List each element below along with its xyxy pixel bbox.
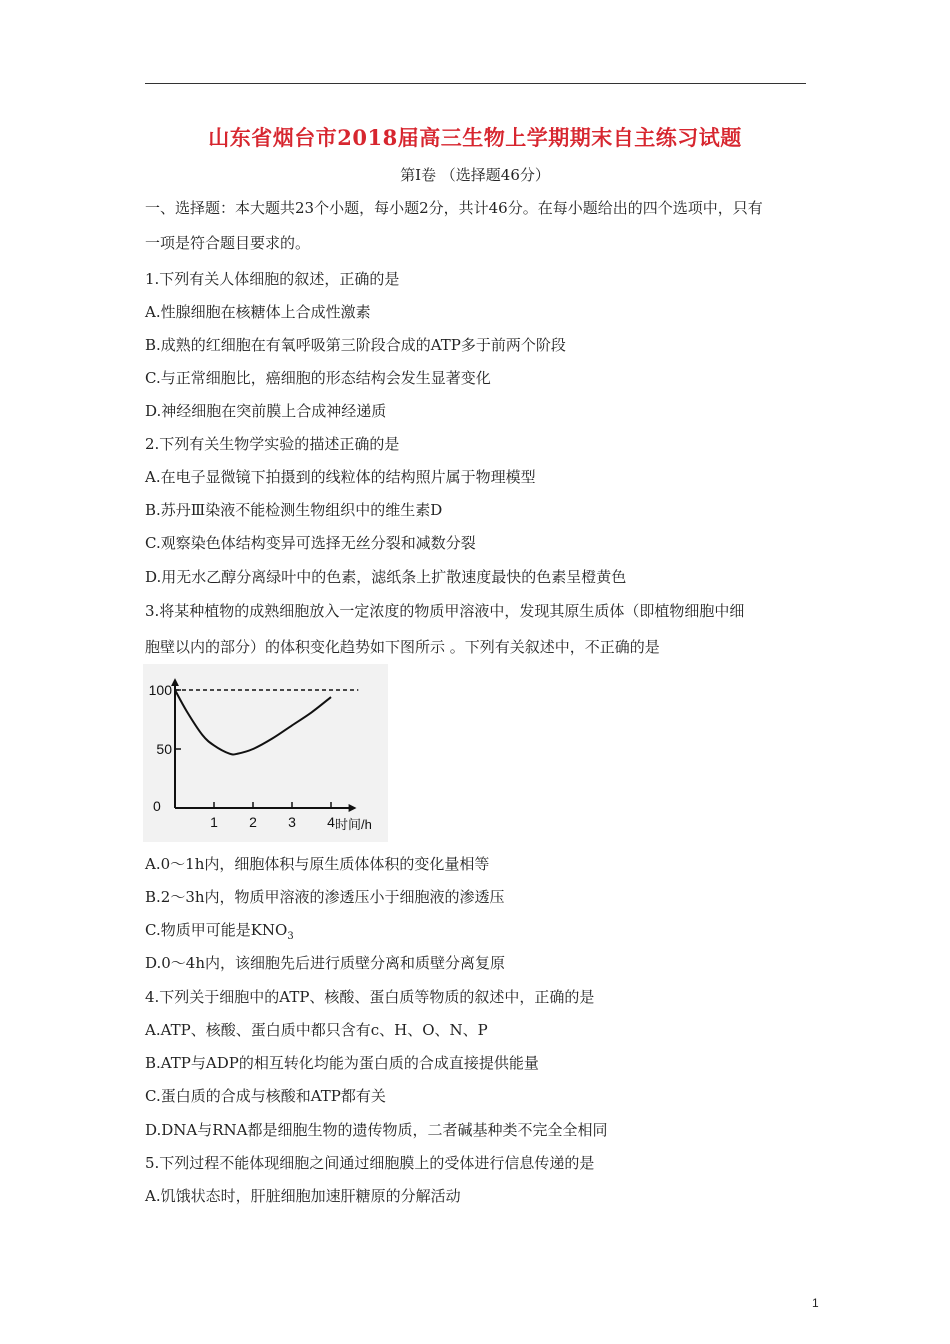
x-tick-label: 4	[327, 814, 335, 830]
volume-curve	[175, 690, 331, 755]
question-2-option-a: A.在电子显微镜下拍摄到的线粒体的结构照片属于物理模型	[145, 468, 536, 486]
question-1-stem: 1.下列有关人体细胞的叙述，正确的是	[145, 270, 400, 288]
question-3-stem-line-2: 胞壁以内的部分）的体积变化趋势如下图所示 。下列有关叙述中，不正确的是	[145, 638, 660, 656]
instructions-line-1: 一、选择题：本大题共23个小题，每小题2分，共计46分。在每小题给出的四个选项中，只有	[145, 199, 763, 217]
question-5-stem: 5.下列过程不能体现细胞之间通过细胞膜上的受体进行信息传递的是	[145, 1154, 595, 1172]
question-4-option-b: B.ATP与ADP的相互转化均能为蛋白质的合成直接提供能量	[145, 1054, 539, 1072]
page-number: 1	[812, 1296, 819, 1310]
y-tick-label: 100	[148, 682, 172, 698]
x-tick-label: 1	[210, 814, 218, 830]
question-1-option-a: A.性腺细胞在核糖体上合成性激素	[145, 303, 371, 321]
document-title: 山东省烟台市2018届高三生物上学期期末自主练习试题	[208, 125, 742, 150]
question-3-stem-line-1: 3.将某种植物的成熟细胞放入一定浓度的物质甲溶液中，发现其原生质体（即植物细胞中细	[145, 602, 745, 620]
origin-label: 0	[153, 798, 161, 814]
question-1-option-c: C.与正常细胞比，癌细胞的形态结构会发生显著变化	[145, 369, 491, 387]
x-tick-label: 2	[249, 814, 257, 830]
question-1-option-d: D.神经细胞在突前膜上合成神经递质	[145, 402, 387, 420]
question-2-option-b: B.苏丹Ⅲ染液不能检测生物组织中的维生素D	[145, 501, 443, 519]
x-axis-label: 时间/h	[335, 817, 372, 832]
question-3-option-c-text: C.物质甲可能是KNO	[145, 921, 288, 939]
question-3-option-b: B.2～3h内，物质甲溶液的渗透压小于细胞液的渗透压	[145, 888, 505, 906]
question-3-option-c-subscript: 3	[287, 931, 294, 942]
question-1-option-b: B.成熟的红细胞在有氧呼吸第三阶段合成的ATP多于前两个阶段	[145, 336, 566, 354]
question-3-option-c	[145, 919, 294, 942]
question-2-option-d: D.用无水乙醇分离绿叶中的色素，滤纸条上扩散速度最快的色素呈橙黄色	[145, 568, 627, 586]
question-3-option-a: A.0～1h内，细胞体积与原生质体体积的变化量相等	[145, 855, 490, 873]
question-2-option-c: C.观察染色体结构变异可选择无丝分裂和减数分裂	[145, 534, 476, 552]
question-4-option-d: D.DNA与RNA都是细胞生物的遗传物质，二者碱基种类不完全全相同	[145, 1121, 608, 1139]
question-4-option-c: C.蛋白质的合成与核酸和ATP都有关	[145, 1087, 386, 1105]
question-5-option-a: A.饥饿状态时，肝脏细胞加速肝糖原的分解活动	[145, 1187, 461, 1205]
question-4-option-a: A.ATP、核酸、蛋白质中都只含有c、H、O、N、P	[145, 1021, 488, 1039]
chart-svg	[143, 664, 388, 842]
header-rule	[145, 83, 806, 84]
question-3-option-d: D.0～4h内，该细胞先后进行质壁分离和质壁分离复原	[145, 954, 506, 972]
x-tick-label: 3	[288, 814, 296, 830]
question-4-stem: 4.下列关于细胞中的ATP、核酸、蛋白质等物质的叙述中，正确的是	[145, 988, 595, 1006]
section-heading: 第Ⅰ卷 （选择题46分）	[400, 166, 550, 184]
protoplast-volume-chart	[143, 664, 388, 842]
instructions-line-2: 一项是符合题目要求的。	[145, 234, 311, 252]
y-tick-label: 50	[156, 741, 172, 757]
question-2-stem: 2.下列有关生物学实验的描述正确的是	[145, 435, 400, 453]
